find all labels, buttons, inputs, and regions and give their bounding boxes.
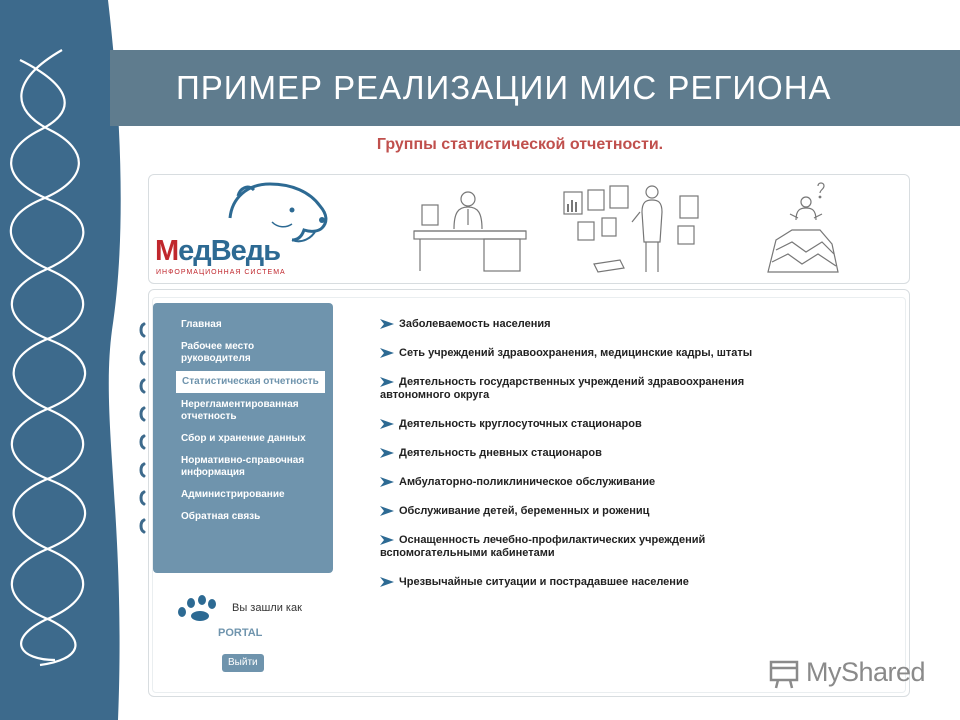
analyst-with-charts-illustration-icon: [560, 182, 710, 277]
side-menu: [153, 303, 333, 573]
report-group-link[interactable]: [380, 576, 810, 589]
menu-item-data-collection[interactable]: Сбор и хранение данных: [181, 433, 306, 444]
logged-in-label: Вы зашли как: [232, 602, 302, 614]
menu-item-statistical-reporting[interactable]: Статистическая отчетность: [176, 371, 325, 393]
report-group-label: Амбулаторно-поликлиническое обслуживание: [399, 476, 656, 488]
brand-wordmark: [155, 235, 280, 268]
arrow-right-icon: [380, 476, 394, 489]
arrow-right-icon: [380, 576, 394, 589]
menu-item-administration[interactable]: Администрирование: [181, 489, 285, 500]
report-group-label: Деятельность дневных стационаров: [399, 447, 602, 459]
arrow-right-icon: [380, 347, 394, 360]
report-group-link[interactable]: [380, 318, 810, 331]
arrow-right-icon: [380, 318, 394, 331]
report-group-label: Заболеваемость населения: [399, 318, 551, 330]
slide-subtitle: Группы статистической отчетности.: [376, 136, 664, 153]
report-group-label: Деятельность круглосуточных стационаров: [399, 418, 642, 430]
arrow-right-icon: [380, 376, 394, 389]
menu-item-feedback[interactable]: Обратная связь: [181, 511, 261, 522]
menu-item-home[interactable]: Главная: [181, 319, 222, 330]
menu-decoration-icon: [136, 320, 150, 550]
report-group-label: Обслуживание детей, беременных и рожениц: [399, 505, 650, 517]
report-group-label: Чрезвычайные ситуации и пострадавшее население: [399, 576, 689, 588]
slide-title: ПРИМЕР РЕАЛИЗАЦИИ МИС РЕГИОНА: [176, 69, 832, 106]
decorative-side-band: [0, 0, 128, 720]
watermark-logo-icon: [768, 656, 802, 690]
report-group-link[interactable]: [380, 505, 810, 518]
helix-decoration: [0, 0, 128, 720]
report-group-label: Деятельность государственных учреждений здравоохранения автономного округа: [380, 376, 745, 401]
brand-name: едВедь: [178, 235, 281, 267]
arrow-right-icon: [380, 447, 394, 460]
logged-in-user: PORTAL: [218, 627, 263, 639]
report-group-link[interactable]: [380, 447, 810, 460]
watermark-text: MyShared: [806, 657, 926, 687]
manager-at-desk-illustration-icon: [410, 185, 530, 275]
logout-button[interactable]: Выйти: [222, 654, 264, 672]
buried-in-paperwork-illustration-icon: [762, 180, 842, 278]
brand-letter: М: [155, 235, 179, 267]
paw-print-icon: [176, 594, 224, 622]
arrow-right-icon: [380, 418, 394, 431]
report-group-link[interactable]: [380, 418, 810, 431]
arrow-right-icon: [380, 534, 394, 547]
menu-item-reference-info[interactable]: Нормативно-справочная информация: [181, 455, 305, 478]
brand-subtitle: ИНФОРМАЦИОННАЯ СИСТЕМА: [156, 269, 286, 276]
arrow-right-icon: [380, 505, 394, 518]
report-group-label: Сеть учреждений здравоохранения, медицинские кадры, штаты: [399, 347, 753, 359]
report-group-link[interactable]: [380, 347, 810, 360]
report-group-link[interactable]: [380, 376, 810, 402]
report-group-link[interactable]: [380, 534, 810, 560]
menu-item-manager-workspace[interactable]: Рабочее место руководителя: [181, 341, 255, 364]
report-groups-list: [380, 318, 810, 605]
report-group-link[interactable]: [380, 476, 810, 489]
menu-item-unregulated-reporting[interactable]: Нерегламентированная отчетность: [181, 399, 299, 422]
report-group-label: Оснащенность лечебно-профилактических учреждений вспомогательными кабинетами: [380, 534, 706, 559]
